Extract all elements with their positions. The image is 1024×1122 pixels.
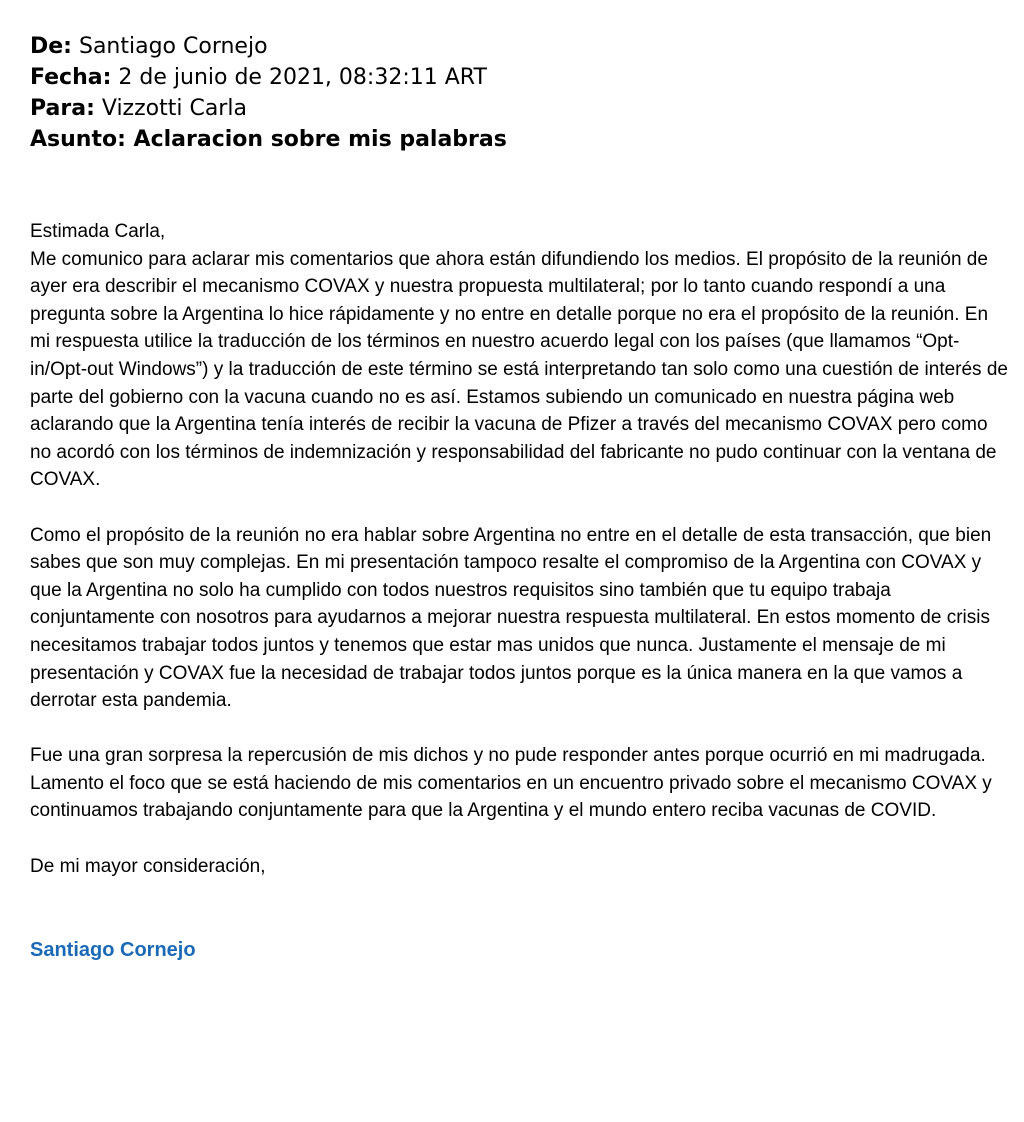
subject-line (30, 124, 1010, 155)
email-header (30, 0, 1010, 155)
date-line (30, 62, 1010, 93)
from-value: Santiago Cornejo (78, 34, 268, 59)
to-label: Para: (30, 96, 95, 121)
subject-value: Aclaracion sobre mis palabras (133, 127, 507, 152)
date-label: Fecha: (30, 65, 112, 90)
body-paragraph-3: Fue una gran sorpresa la repercusión de mis dichos y no pude responder antes porque ocurrió en mi madrugada. Lamento el foco que se está haciendo de mis comentarios en un encuentro privado sobre el mecanismo COVAX y continuamos trabajando conjuntamente para que la Argentina y el mundo entero reciba vacunas de COVID. (30, 745, 992, 822)
greeting: Estimada Carla, (30, 221, 166, 242)
subject-label: Asunto: (30, 127, 126, 152)
email-message (30, 0, 1010, 964)
closing: De mi mayor consideración, (30, 855, 266, 877)
signature-name: Santiago Cornejo (30, 939, 196, 962)
body-paragraph-1: Me comunico para aclarar mis comentarios que ahora están difundiendo los medios. El propósito de la reunión de ayer era describir el mecanismo COVAX y nuestra propuesta multilateral; por lo tanto cuando respondí a una pregunta sobre la Argentina lo hice rápidamente y no entre en detalle porque no era el propósito de la reunión. En mi respuesta utilice la traducción de los términos en nuestro acuerdo legal con los países (que llamamos “Opt-in/Opt-out Windows”) y la traducción de este término se está interpretando tan solo como una cuestión de interés de parte del gobierno con la vacuna cuando no es así. Estamos subiendo un comunicado en nuestra página web aclarando que la Argentina tenía interés de recibir la vacuna de Pfizer a través del mecanismo COVAX pero como no acordó con los términos de indemnización y responsabilidad del fabricante no pudo continuar con la ventana de COVAX. (30, 248, 1008, 491)
to-line (30, 93, 1010, 124)
first-paragraph (30, 218, 1010, 494)
body-paragraph-2: Como el propósito de la reunión no era hablar sobre Argentina no entre en el detalle de esta transacción, que bien sabes que son muy complejas. En mi presentación tampoco resalte el compromiso de la Argentina con COVAX y que la Argentina no solo ha cumplido con todos nuestros requisitos sino también que tu equipo trabaja conjuntamente con nosotros para ayudarnos a mejorar nuestra respuesta multilateral. En estos momento de crisis necesitamos trabajar todos juntos y tenemos que estar mas unidos que nunca. Justamente el mensaje de mi presentación y COVAX fue la necesidad de trabajar todos juntos porque es la única manera en la que vamos a derrotar esta pandemia. (30, 524, 992, 712)
to-value: Vizzotti Carla (101, 96, 247, 121)
email-body (30, 218, 1010, 880)
from-line (30, 31, 1010, 62)
date-value: 2 de junio de 2021, 08:32:11 ART (118, 65, 487, 90)
from-label: De: (30, 34, 72, 59)
